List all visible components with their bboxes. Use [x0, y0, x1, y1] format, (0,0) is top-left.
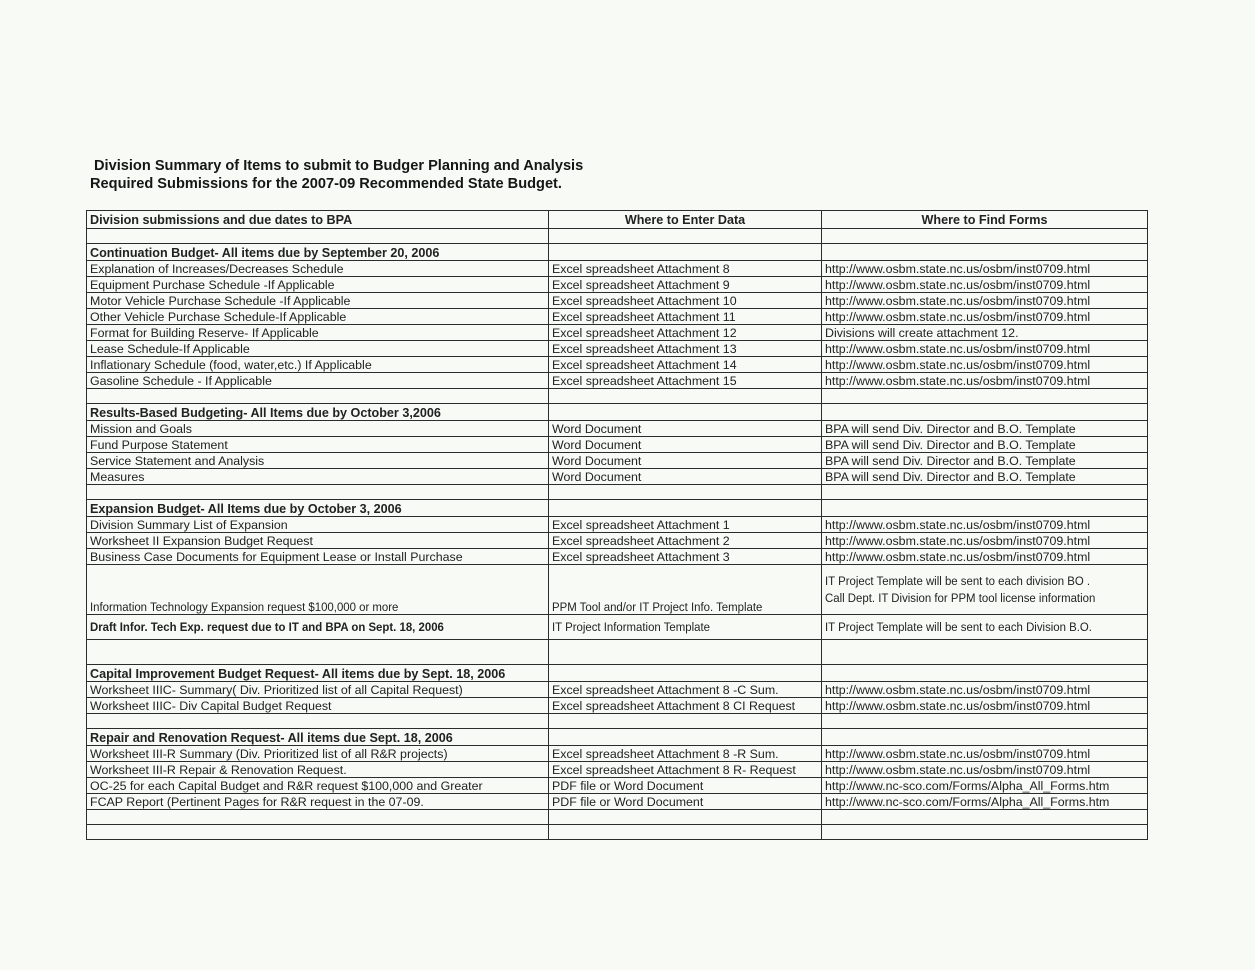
- header-where-to-find: Where to Find Forms: [822, 211, 1148, 229]
- table-row: [87, 293, 1148, 309]
- cell-item: Division Summary List of Expansion: [87, 517, 549, 533]
- cell-where-find: http://www.osbm.state.nc.us/osbm/inst0709.html: [822, 373, 1148, 389]
- cell-item: FCAP Report (Pertinent Pages for R&R request in the 07-09.: [87, 794, 549, 810]
- cell-item: Business Case Documents for Equipment Lease or Install Purchase: [87, 549, 549, 565]
- cell-where-enter: PDF file or Word Document: [549, 794, 822, 810]
- cell-where-find: http://www.nc-sco.com/Forms/Alpha_All_Forms.htm: [822, 794, 1148, 810]
- submissions-table: [86, 210, 1148, 840]
- table-row: [87, 517, 1148, 533]
- empty-row: [87, 714, 1148, 729]
- cell-where-enter: Excel spreadsheet Attachment 9: [549, 277, 822, 293]
- table-row: [87, 794, 1148, 810]
- cell-where-find: http://www.osbm.state.nc.us/osbm/inst0709.html: [822, 682, 1148, 698]
- cell-where-find: http://www.osbm.state.nc.us/osbm/inst0709.html: [822, 517, 1148, 533]
- cell-item: Equipment Purchase Schedule -If Applicable: [87, 277, 549, 293]
- table-row: [87, 437, 1148, 453]
- cell-item: Worksheet IIIC- Summary( Div. Prioritized list of all Capital Request): [87, 682, 549, 698]
- table-row: [87, 746, 1148, 762]
- table-row: [87, 341, 1148, 357]
- cell-where-enter: Word Document: [549, 453, 822, 469]
- cell-item: Worksheet III-R Repair & Renovation Request.: [87, 762, 549, 778]
- cell-item: Service Statement and Analysis: [87, 453, 549, 469]
- title-line-1: Division Summary of Items to submit to Budger Planning and Analysis: [94, 158, 584, 174]
- cell-where-find: BPA will send Div. Director and B.O. Template: [822, 469, 1148, 485]
- cell-item: Explanation of Increases/Decreases Schedule: [87, 261, 549, 277]
- table-row-draft-it: [87, 615, 1148, 640]
- draft-where-find-text: IT Project Template will be sent to each Division B.O.: [825, 620, 1092, 634]
- table-row: [87, 698, 1148, 714]
- section-title: Repair and Renovation Request- All items due Sept. 18, 2006: [87, 729, 549, 746]
- section-header-continuation: [87, 244, 1148, 261]
- cell-where-enter: Excel spreadsheet Attachment 1: [549, 517, 822, 533]
- cell-item: [87, 615, 549, 640]
- it-item-text: Information Technology Expansion request $100,000 or more: [90, 600, 399, 614]
- it-where-find-line-2: Call Dept. IT Division for PPM tool license information: [825, 590, 1096, 605]
- cell-where-enter: Excel spreadsheet Attachment 8 R- Request: [549, 762, 822, 778]
- cell-item: OC-25 for each Capital Budget and R&R request $100,000 and Greater: [87, 778, 549, 794]
- table-row: [87, 421, 1148, 437]
- table-row: [87, 469, 1148, 485]
- cell-where-enter: Word Document: [549, 421, 822, 437]
- cell-where-find: http://www.osbm.state.nc.us/osbm/inst0709.html: [822, 277, 1148, 293]
- empty-row: [87, 229, 1148, 244]
- cell-item: Measures: [87, 469, 549, 485]
- cell-where-enter: Excel spreadsheet Attachment 2: [549, 533, 822, 549]
- cell-where-find: http://www.osbm.state.nc.us/osbm/inst0709.html: [822, 746, 1148, 762]
- section-header-repair-renovation: [87, 729, 1148, 746]
- cell-where-enter: Word Document: [549, 469, 822, 485]
- empty-row: [87, 640, 1148, 665]
- cell-where-find: http://www.osbm.state.nc.us/osbm/inst0709.html: [822, 762, 1148, 778]
- cell-item: Lease Schedule-If Applicable: [87, 341, 549, 357]
- section-title: Expansion Budget- All Items due by October 3, 2006: [87, 500, 549, 517]
- section-header-results-based: [87, 404, 1148, 421]
- table-row: [87, 373, 1148, 389]
- table-row: [87, 325, 1148, 341]
- table-row: [87, 309, 1148, 325]
- cell-item: [87, 565, 549, 615]
- document-title: [90, 157, 583, 193]
- cell-item: Mission and Goals: [87, 421, 549, 437]
- cell-where-enter: Excel spreadsheet Attachment 10: [549, 293, 822, 309]
- cell-item: Worksheet II Expansion Budget Request: [87, 533, 549, 549]
- cell-where-find: Divisions will create attachment 12.: [822, 325, 1148, 341]
- cell-where-enter: Excel spreadsheet Attachment 11: [549, 309, 822, 325]
- cell-where-find: http://www.osbm.state.nc.us/osbm/inst0709.html: [822, 309, 1148, 325]
- table-row: [87, 533, 1148, 549]
- empty-row: [87, 389, 1148, 404]
- cell-where-enter: Excel spreadsheet Attachment 13: [549, 341, 822, 357]
- cell-where-enter: [549, 565, 822, 615]
- table-row: [87, 682, 1148, 698]
- draft-where-enter-text: IT Project Information Template: [552, 620, 710, 634]
- cell-where-enter: PDF file or Word Document: [549, 778, 822, 794]
- section-title: Results-Based Budgeting- All Items due by October 3,2006: [87, 404, 549, 421]
- table-row-it-expansion: [87, 565, 1148, 615]
- cell-where-find: [822, 565, 1148, 615]
- it-where-find-line-1: IT Project Template will be sent to each division BO .: [825, 573, 1091, 588]
- it-where-enter-text: PPM Tool and/or IT Project Info. Template: [552, 600, 763, 614]
- cell-where-enter: Excel spreadsheet Attachment 8 -C Sum.: [549, 682, 822, 698]
- draft-item-text: Draft Infor. Tech Exp. request due to IT and BPA on Sept. 18, 2006: [90, 620, 444, 634]
- header-division-submissions: Division submissions and due dates to BPA: [87, 211, 549, 229]
- table-row: [87, 778, 1148, 794]
- cell-where-find: http://www.osbm.state.nc.us/osbm/inst0709.html: [822, 549, 1148, 565]
- cell-item: Inflationary Schedule (food, water,etc.) If Applicable: [87, 357, 549, 373]
- table-row: [87, 762, 1148, 778]
- cell-where-find: http://www.osbm.state.nc.us/osbm/inst0709.html: [822, 261, 1148, 277]
- cell-where-enter: Excel spreadsheet Attachment 12: [549, 325, 822, 341]
- cell-where-find: http://www.osbm.state.nc.us/osbm/inst0709.html: [822, 341, 1148, 357]
- cell-where-find: BPA will send Div. Director and B.O. Template: [822, 437, 1148, 453]
- table-row: [87, 357, 1148, 373]
- cell-where-enter: Excel spreadsheet Attachment 15: [549, 373, 822, 389]
- table-row: [87, 453, 1148, 469]
- cell-where-enter: Excel spreadsheet Attachment 8 -R Sum.: [549, 746, 822, 762]
- empty-row: [87, 810, 1148, 825]
- cell-where-enter: Excel spreadsheet Attachment 3: [549, 549, 822, 565]
- table-row: [87, 277, 1148, 293]
- cell-where-enter: [549, 615, 822, 640]
- empty-row: [87, 825, 1148, 840]
- cell-where-find: http://www.osbm.state.nc.us/osbm/inst0709.html: [822, 698, 1148, 714]
- cell-where-enter: Excel spreadsheet Attachment 8: [549, 261, 822, 277]
- table-row: [87, 549, 1148, 565]
- cell-where-enter: Excel spreadsheet Attachment 8 CI Request: [549, 698, 822, 714]
- cell-where-find: http://www.osbm.state.nc.us/osbm/inst0709.html: [822, 533, 1148, 549]
- cell-where-find: BPA will send Div. Director and B.O. Template: [822, 421, 1148, 437]
- cell-where-find: [822, 615, 1148, 640]
- cell-item: Fund Purpose Statement: [87, 437, 549, 453]
- empty-row: [87, 485, 1148, 500]
- section-header-capital-improvement: [87, 665, 1148, 682]
- section-title: Continuation Budget- All items due by September 20, 2006: [87, 244, 549, 261]
- table-row: [87, 261, 1148, 277]
- cell-where-find: BPA will send Div. Director and B.O. Template: [822, 453, 1148, 469]
- cell-where-enter: Excel spreadsheet Attachment 14: [549, 357, 822, 373]
- cell-item: Motor Vehicle Purchase Schedule -If Applicable: [87, 293, 549, 309]
- cell-where-enter: Word Document: [549, 437, 822, 453]
- cell-where-find: http://www.osbm.state.nc.us/osbm/inst0709.html: [822, 293, 1148, 309]
- cell-where-find: http://www.osbm.state.nc.us/osbm/inst0709.html: [822, 357, 1148, 373]
- cell-item: Other Vehicle Purchase Schedule-If Applicable: [87, 309, 549, 325]
- header-where-to-enter: Where to Enter Data: [549, 211, 822, 229]
- header-row: [87, 211, 1148, 229]
- cell-where-find: http://www.nc-sco.com/Forms/Alpha_All_Forms.htm: [822, 778, 1148, 794]
- cell-item: Worksheet III-R Summary (Div. Prioritized list of all R&R projects): [87, 746, 549, 762]
- cell-item: Worksheet IIIC- Div Capital Budget Request: [87, 698, 549, 714]
- title-line-2: Required Submissions for the 2007-09 Recommended State Budget.: [90, 176, 562, 192]
- cell-item: Gasoline Schedule - If Applicable: [87, 373, 549, 389]
- section-header-expansion: [87, 500, 1148, 517]
- section-title: Capital Improvement Budget Request- All items due by Sept. 18, 2006: [87, 665, 549, 682]
- cell-item: Format for Building Reserve- If Applicable: [87, 325, 549, 341]
